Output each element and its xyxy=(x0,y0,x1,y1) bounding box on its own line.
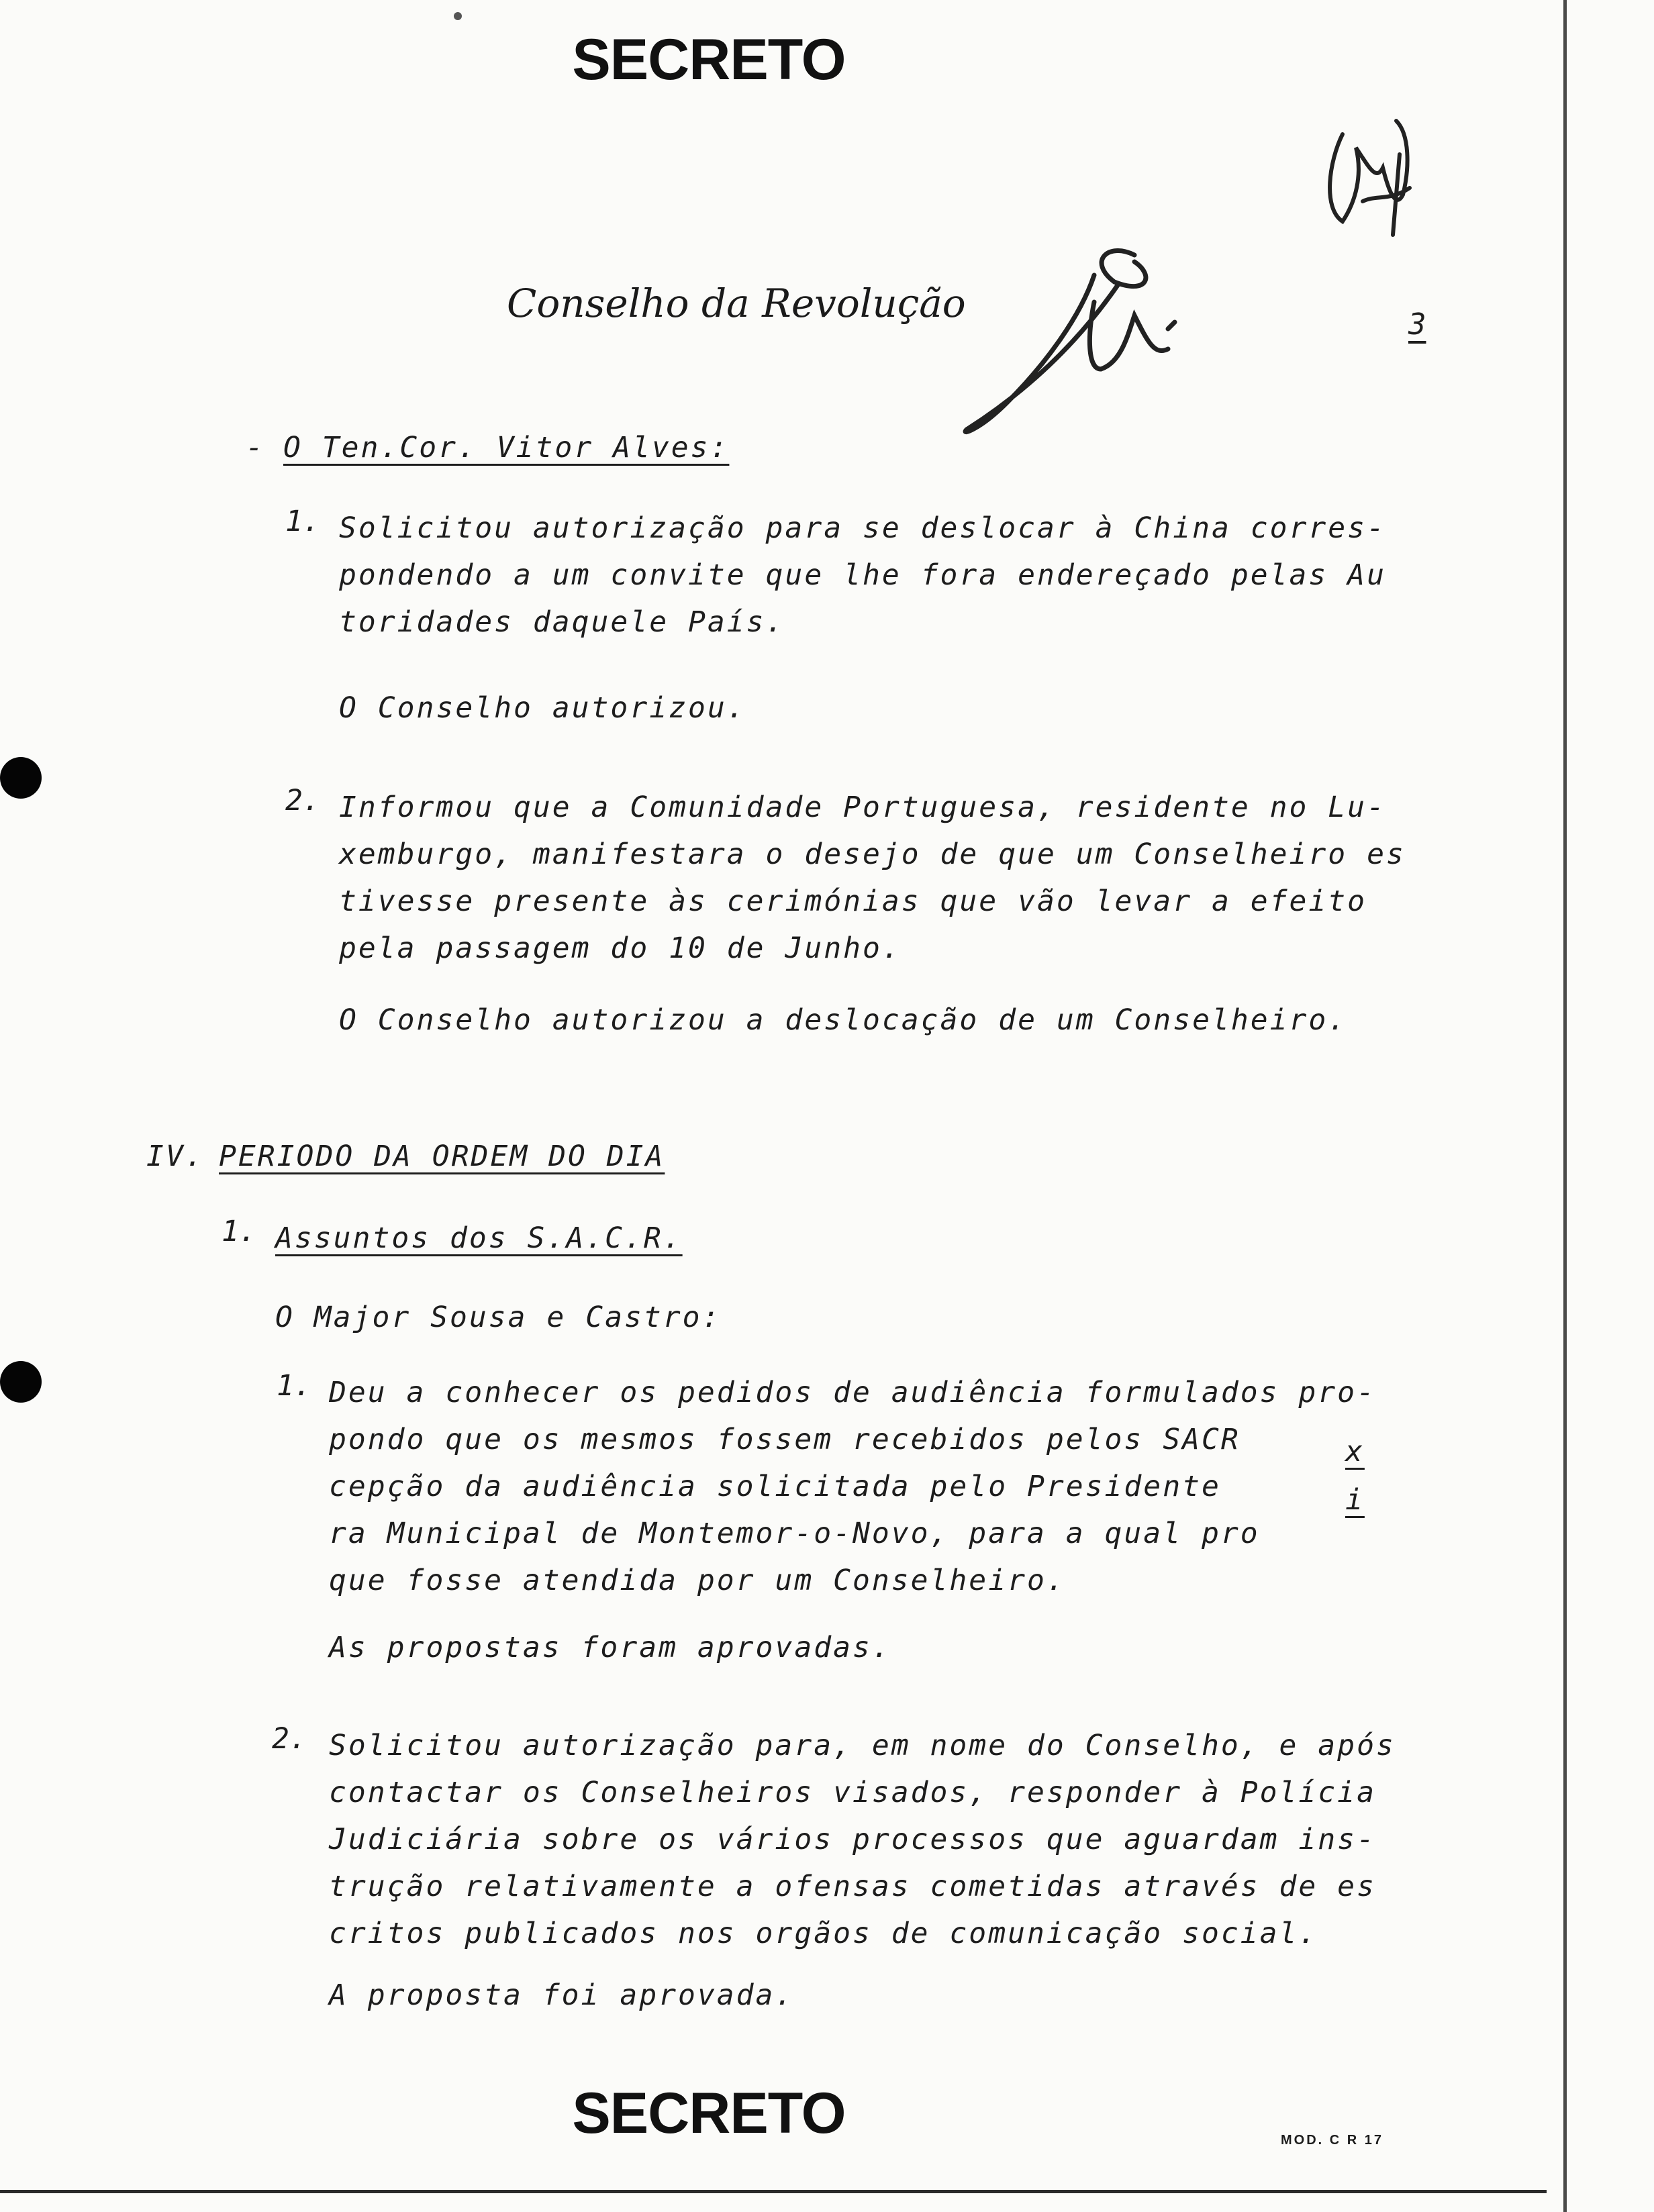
paragraph-line: Solicitou autorização para se deslocar à China corres- xyxy=(339,511,1386,545)
paragraph-line: xemburgo, manifestara o desejo de que um Conselheiro es xyxy=(339,838,1406,871)
resolution-text: O Conselho autorizou a deslocação de um Conselheiro. xyxy=(339,1003,1348,1037)
item-number: 1. xyxy=(285,505,320,538)
list-item xyxy=(339,784,1406,972)
page-number: 3 xyxy=(1408,307,1426,342)
punch-hole-top xyxy=(0,757,42,799)
list-item xyxy=(329,1369,1376,1604)
punch-hole-bottom xyxy=(0,1361,42,1403)
section-heading-ordem-do-dia: PERIODO DA ORDEM DO DIA xyxy=(219,1140,665,1173)
handwritten-signature xyxy=(953,235,1195,436)
margin-mark: i xyxy=(1345,1483,1365,1517)
right-page-border xyxy=(1563,0,1567,2212)
handwritten-initial xyxy=(1316,94,1416,248)
item-number: 2. xyxy=(272,1722,307,1756)
paragraph-line: tivesse presente às cerimónias que vão levar a efeito xyxy=(339,885,1367,918)
paragraph-line: que fosse atendida por um Conselheiro. xyxy=(329,1564,1066,1597)
paragraph-line: pondo que os mesmos fossem recebidos pelos SACR xyxy=(329,1423,1240,1456)
paragraph-line: toridades daquele País. xyxy=(339,605,785,639)
resolution-text: O Conselho autorizou. xyxy=(339,691,746,725)
paragraph-line: Solicitou autorização para, em nome do Conselho, e após xyxy=(329,1729,1396,1762)
paragraph-line: pela passagem do 10 de Junho. xyxy=(339,932,902,965)
dash-marker: - xyxy=(246,431,265,464)
paragraph-line: trução relativamente a ofensas cometidas através de es xyxy=(329,1870,1376,1903)
speaker-heading xyxy=(275,1294,721,1341)
list-item xyxy=(339,505,1386,646)
letterhead-title: Conselho da Revolução xyxy=(507,281,966,326)
speaker-name: O Major Sousa e Castro: xyxy=(275,1301,722,1334)
subsection-heading: Assuntos dos S.A.C.R. xyxy=(275,1221,683,1255)
item-number: 1. xyxy=(277,1369,311,1403)
section-roman-numeral: IV. xyxy=(146,1140,205,1173)
paragraph-line: Deu a conhecer os pedidos de audiência formulados pro- xyxy=(329,1376,1376,1409)
paragraph-line: critos publicados nos orgãos de comunicação social. xyxy=(329,1917,1318,1950)
secreto-stamp-top: SECRETO xyxy=(572,28,846,92)
paragraph-line: cepção da audiência solicitada pelo Presidente xyxy=(329,1470,1221,1503)
resolution-text: As propostas foram aprovadas. xyxy=(329,1631,891,1664)
paragraph-line: Informou que a Comunidade Portuguesa, residente no Lu- xyxy=(339,791,1386,824)
list-item xyxy=(329,1722,1396,1957)
section-heading-vitor-alves: O Ten.Cor. Vitor Alves: xyxy=(283,431,730,464)
ink-speck xyxy=(454,12,462,20)
paragraph-line: pondendo a um convite que lhe fora endereçado pelas Au xyxy=(339,558,1386,592)
secreto-stamp-bottom: SECRETO xyxy=(572,2081,846,2146)
item-number: 1. xyxy=(222,1215,256,1248)
bottom-page-border xyxy=(0,2190,1547,2193)
form-code: MOD. C R 17 xyxy=(1281,2133,1384,2148)
paragraph-line: contactar os Conselheiros visados, responder à Polícia xyxy=(329,1776,1376,1809)
margin-mark: x xyxy=(1345,1435,1365,1468)
item-number: 2. xyxy=(285,784,320,817)
paragraph-line: ra Municipal de Montemor-o-Novo, para a qual pro xyxy=(329,1517,1260,1550)
paragraph-line: Judiciária sobre os vários processos que aguardam ins- xyxy=(329,1823,1376,1856)
resolution-text: A proposta foi aprovada. xyxy=(329,1978,795,2012)
